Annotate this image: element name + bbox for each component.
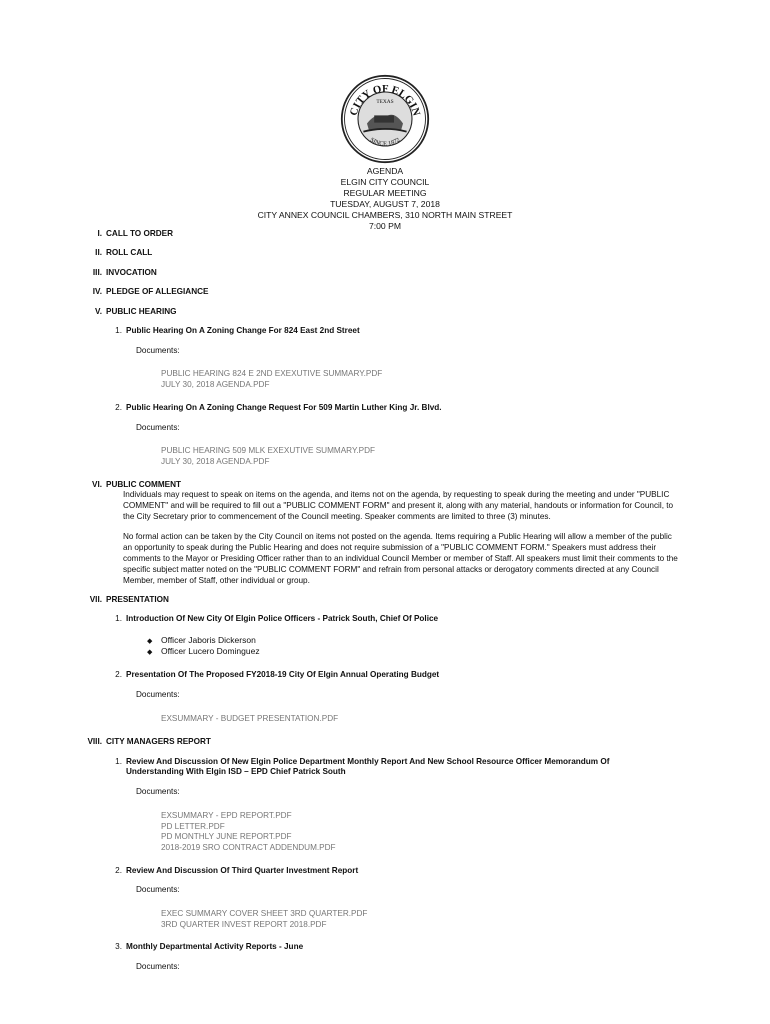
- agenda-header: [0, 166, 770, 232]
- presentation-item-2-title: 2. Presentation Of The Proposed FY2018-19 City Of Elgin Annual Operating Budget: [115, 670, 440, 679]
- document-link[interactable]: PD LETTER.PDF: [161, 822, 225, 831]
- hearing-item-1-title: 1. Public Hearing On A Zoning Change For 824 East 2nd Street: [115, 326, 360, 335]
- public-comment-paragraph-1: Individuals may request to speak on items on the agenda, and items not on the agenda, by requesting to speak during the meeting and under "PUBLIC COMMENT" and will be required to fill out a "PUBLIC COMMENT FORM" and present it, along with any material, handouts or information for Council, to the City Secretary prior to commencement of the Council meeting. Speaker comments are limited to three (3) minutes.: [123, 490, 674, 521]
- document-link[interactable]: EXSUMMARY - EPD REPORT.PDF: [161, 811, 292, 820]
- svg-text:TEXAS: TEXAS: [376, 98, 394, 105]
- section-invocation: III. INVOCATION: [92, 268, 157, 277]
- report-item-3-title: 3. Monthly Departmental Activity Reports - June: [115, 942, 304, 951]
- section-public-comment: VI. PUBLIC COMMENT: [91, 480, 182, 489]
- document-link[interactable]: 2018-2019 SRO CONTRACT ADDENDUM.PDF: [161, 843, 336, 852]
- section-presentation: VII. PRESENTATION: [89, 595, 169, 604]
- section-call-to-order: I. CALL TO ORDER: [97, 229, 174, 238]
- section-roll-call: II. ROLL CALL: [95, 248, 153, 257]
- meeting-location: CITY ANNEX COUNCIL CHAMBERS, 310 NORTH MAIN STREET: [257, 210, 513, 220]
- officer-list-item: ◆ Officer Lucero Dominguez: [147, 646, 260, 656]
- public-comment-paragraph-2: No formal action can be taken by the City Council on items not posted on the agenda. Items requiring a Public Hearing will allow a member of the public an opportunity to speak during the Public Hearing and does not require submission of a "PUBLIC COMMENT FORM." Speakers must address their comments to the Mayor or Presiding Officer rather than to an individual Council Member or member of Staff. All speakers must limit their comments to the specific subject matter noted on the "PUBLIC COMMENT FORM" and refrain from personal attacks or derogatory comments directed at any Council Member, member of Staff, other individual or group.: [123, 532, 678, 585]
- documents-label: Documents:: [136, 787, 180, 796]
- documents-label: Documents:: [136, 346, 180, 355]
- agenda-title: AGENDA: [366, 166, 404, 176]
- document-link[interactable]: PUBLIC HEARING 824 E 2ND EXEXUTIVE SUMMARY.PDF: [161, 369, 383, 378]
- report-item-2-title: 2. Review And Discussion Of Third Quarter Investment Report: [115, 866, 359, 875]
- document-link[interactable]: EXSUMMARY - BUDGET PRESENTATION.PDF: [161, 714, 339, 723]
- document-link[interactable]: EXEC SUMMARY COVER SHEET 3RD QUARTER.PDF: [161, 909, 368, 918]
- document-link[interactable]: PUBLIC HEARING 509 MLK EXEXUTIVE SUMMARY.PDF: [161, 446, 375, 455]
- meeting-type: REGULAR MEETING: [343, 188, 427, 198]
- hearing-item-2-title: 2. Public Hearing On A Zoning Change Request For 509 Martin Luther King Jr. Blvd.: [115, 403, 442, 412]
- city-seal-logo: [340, 74, 430, 164]
- report-item-1-title: 1. Review And Discussion Of New Elgin Police Department Monthly Report And New School Resource Officer Memorandum Of: [115, 757, 610, 766]
- svg-text:SINCE 1872: SINCE 1872: [368, 136, 402, 148]
- section-city-managers-report: VIII. CITY MANAGERS REPORT: [87, 737, 211, 746]
- document-link[interactable]: JULY 30, 2018 AGENDA.PDF: [161, 380, 270, 389]
- section-public-hearing: V. PUBLIC HEARING: [95, 307, 177, 316]
- meeting-time: 7:00 PM: [368, 221, 401, 231]
- documents-label: Documents:: [136, 885, 180, 894]
- officer-list-item: ◆ Officer Jaboris Dickerson: [147, 635, 256, 645]
- document-link[interactable]: JULY 30, 2018 AGENDA.PDF: [161, 457, 270, 466]
- documents-label: Documents:: [136, 690, 180, 699]
- meeting-date: TUESDAY, AUGUST 7, 2018: [330, 199, 440, 209]
- council-name: ELGIN CITY COUNCIL: [340, 177, 430, 187]
- report-item-1-title-cont: Understanding With Elgin ISD – EPD Chief Patrick South: [126, 767, 346, 776]
- documents-label: Documents:: [136, 423, 180, 432]
- presentation-item-1-title: 1. Introduction Of New City Of Elgin Police Officers - Patrick South, Chief Of Police: [115, 614, 439, 623]
- diamond-bullet-icon: ◆: [147, 638, 153, 645]
- document-link[interactable]: 3RD QUARTER INVEST REPORT 2018.PDF: [161, 920, 327, 929]
- svg-text:CITY OF ELGIN: CITY OF ELGIN: [347, 82, 423, 118]
- section-pledge: IV. PLEDGE OF ALLEGIANCE: [92, 287, 209, 296]
- documents-label: Documents:: [136, 962, 180, 971]
- diamond-bullet-icon: ◆: [147, 649, 153, 656]
- document-link[interactable]: PD MONTHLY JUNE REPORT.PDF: [161, 832, 292, 841]
